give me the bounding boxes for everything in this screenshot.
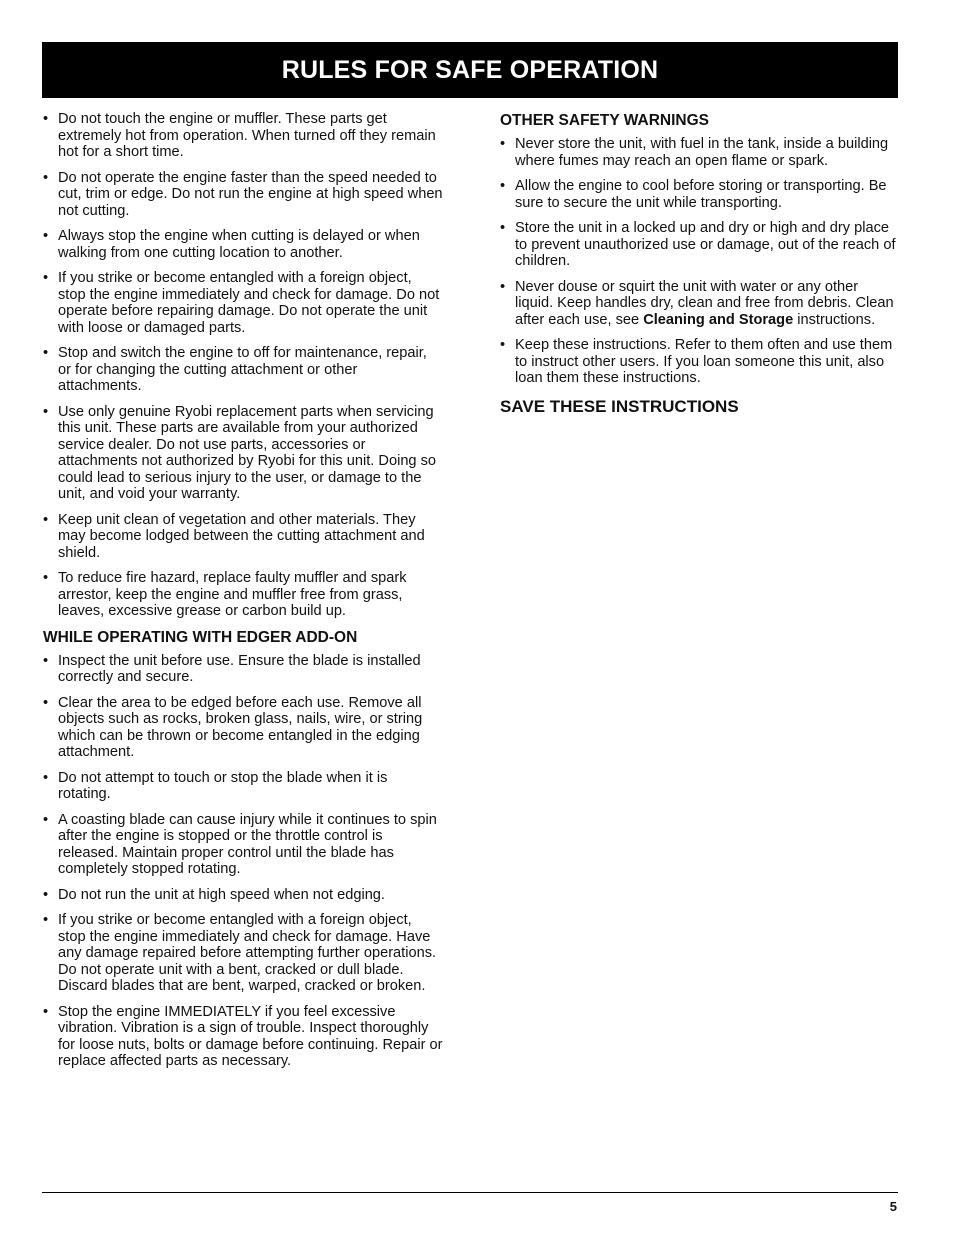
page-number: 5 (889, 1199, 897, 1214)
other-warnings-list (500, 136, 900, 387)
list-item: • Always stop the engine when cutting is delayed or when walking from one cutting location to another. (43, 228, 443, 261)
list-item: • Store the unit in a locked up and dry or high and dry place to prevent unauthorized use or damage, out of the reach of children. (500, 220, 900, 270)
list-item: • Stop the engine IMMEDIATELY if you feel excessive vibration. Vibration is a sign of trouble. Inspect thoroughly for loose nuts, bolts or damage before continuing. Repair or replace affected parts as necessary. (43, 1004, 443, 1070)
list-item: • Do not touch the engine or muffler. These parts get extremely hot from operation. When turned off they remain hot for a short time. (43, 111, 443, 161)
cleaning-text-end: instructions. (793, 311, 876, 328)
list-item: • Allow the engine to cool before storing or transporting. Be sure to secure the unit while transporting. (500, 178, 900, 211)
list-item: • Keep these instructions. Refer to them often and use them to instruct other users. If you loan someone this unit, also loan them these instructions. (500, 337, 900, 387)
list-item: • Inspect the unit before use. Ensure the blade is installed correctly and secure. (43, 653, 443, 686)
page-title: RULES FOR SAFE OPERATION (281, 55, 659, 84)
list-item: • Do not operate the engine faster than the speed needed to cut, trim or edge. Do not run the engine at high speed when not cutting. (43, 170, 443, 220)
right-column (500, 111, 900, 417)
footer-divider (42, 1192, 898, 1193)
cleaning-and-storage-reference: Cleaning and Storage (643, 311, 794, 328)
list-item: • Do not run the unit at high speed when not edging. (43, 887, 443, 904)
left-column (43, 111, 443, 1079)
list-item: • To reduce fire hazard, replace faulty muffler and spark arrestor, keep the engine and muffler free from grass, leaves, excessive grease or carbon build up. (43, 570, 443, 620)
title-banner (42, 42, 898, 98)
list-item: • Keep unit clean of vegetation and other materials. They may become lodged between the cutting attachment and shield. (43, 512, 443, 562)
list-item: • Never store the unit, with fuel in the tank, inside a building where fumes may reach an open flame or spark. (500, 136, 900, 169)
list-item: • Use only genuine Ryobi replacement parts when servicing this unit. These parts are available from your authorized service dealer. Do not use parts, accessories or attachments not authorized by Ryobi for this unit. Doing so could lead to serious injury to the user, or damage to the unit, and void your warranty. (43, 404, 443, 503)
list-item: • Stop and switch the engine to off for maintenance, repair, or for changing the cutting attachment or other attachments. (43, 345, 443, 395)
other-warnings-heading: OTHER SAFETY WARNINGS (500, 112, 709, 129)
list-item: • A coasting blade can cause injury while it continues to spin after the engine is stopped or the throttle control is released. Maintain proper control until the blade has completely stopped rotating. (43, 812, 443, 878)
general-rules-list (43, 111, 443, 620)
save-instructions-heading: SAVE THESE INSTRUCTIONS (500, 396, 739, 416)
edger-section-heading: WHILE OPERATING WITH EDGER ADD-ON (43, 628, 358, 646)
list-item (500, 279, 900, 329)
list-item: • Do not attempt to touch or stop the blade when it is rotating. (43, 770, 443, 803)
list-item: • If you strike or become entangled with a foreign object, stop the engine immediately and check for damage. Do not operate before repairing damage. Do not operate the unit with loose or damaged parts. (43, 270, 443, 336)
edger-rules-list (43, 653, 443, 1070)
cleaning-text: Never douse or squirt the unit with water or any other liquid. Keep handles dry, clean and free from debris. Clean after each use, see (515, 278, 894, 328)
list-item: • If you strike or become entangled with a foreign object, stop the engine immediately and check for damage. Have any damage repaired before attempting further operations. Do not operate unit with a bent, cracked or dull blade. Discard blades that are bent, warped, cracked or broken. (43, 912, 443, 995)
list-item: • Clear the area to be edged before each use. Remove all objects such as rocks, broken glass, nails, wire, or string which can be thrown or become entangled in the edging attachment. (43, 695, 443, 761)
